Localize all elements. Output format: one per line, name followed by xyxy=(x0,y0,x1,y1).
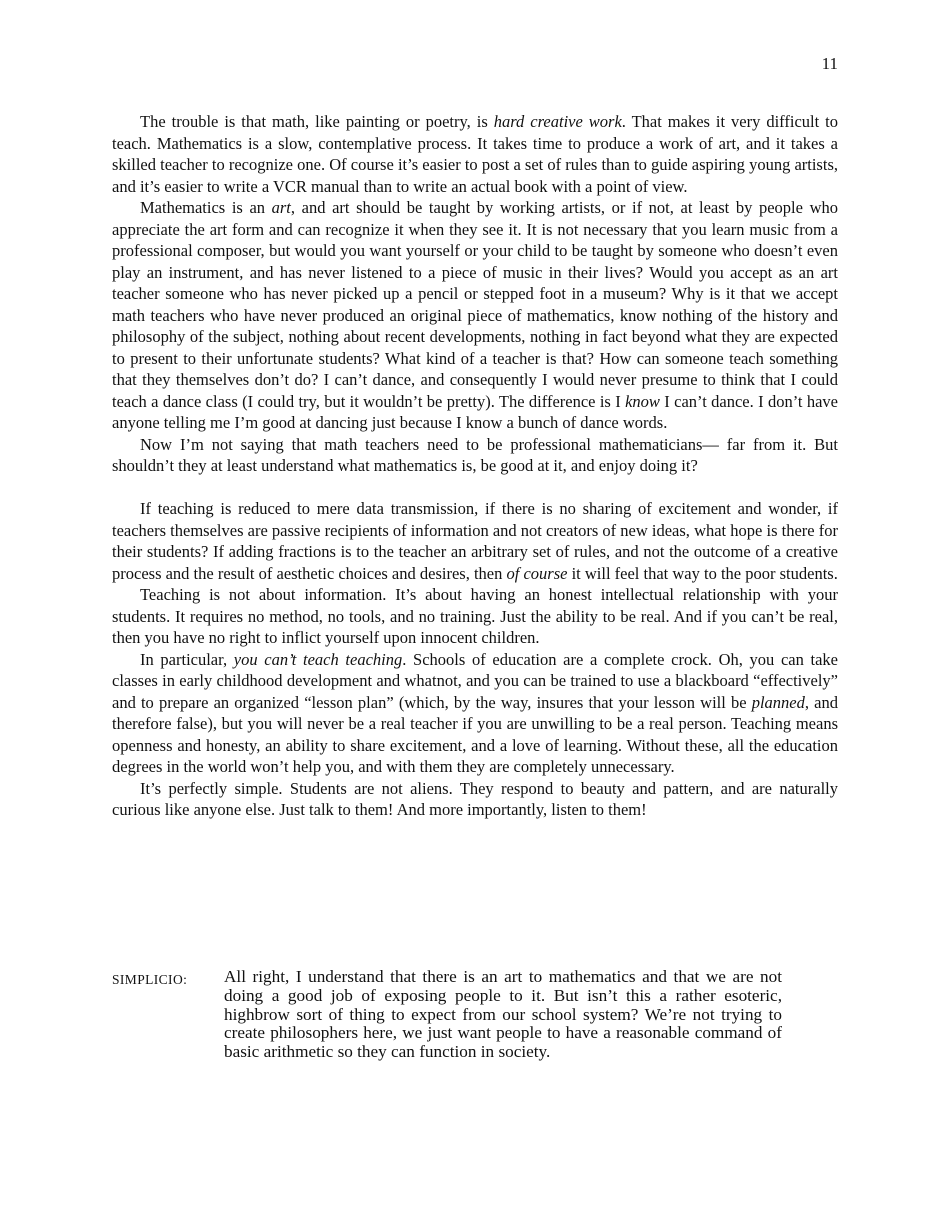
emphasis-run: hard creative work xyxy=(493,112,622,131)
text-run: Mathematics is an xyxy=(140,198,272,217)
paragraph-4 xyxy=(112,498,838,584)
text-run: In particular, xyxy=(140,649,234,669)
text-run: The trouble is that math, like painting or poetry, is xyxy=(140,112,494,131)
text-run: Teaching is not about information. It’s about having an honest intellectual relationship with your students. It requires no method, no tools, and no training. Just the ability to be real. And if you can’t be real, then you have no right to inflict yourself upon innocent children. xyxy=(112,585,838,647)
paragraph-5 xyxy=(112,584,838,649)
paragraph-2 xyxy=(112,197,838,434)
emphasis-run: of course xyxy=(506,563,568,583)
essay-body xyxy=(112,111,838,821)
text-run: it will feel that way to the poor students. xyxy=(567,563,838,583)
emphasis-run: you can’t teach teaching xyxy=(233,649,403,669)
paragraph-3 xyxy=(112,434,838,477)
emphasis-run: art xyxy=(271,198,291,217)
text-run: If teaching is reduced to mere data transmission, if there is no sharing of excitement and wonder, if teachers themselves are passive recipients of information and not creators of new ideas, what hope is there for their students? If adding fractions is to the teacher an arbitrary set of rules, and not the outcome of a creative process and the result of aesthetic choices and desires, then xyxy=(112,499,838,583)
speaker-speech: All right, I understand that there is an art to mathematics and that we are not doing a good job of exposing people to it. But isn’t this a rather esoteric, highbrow sort of thing to expect from our school system? We’re not trying to create philosophers here, we just want people to have a reasonable command of basic arithmetic so they can function in society. xyxy=(224,967,782,1062)
text-run: , and therefore false), but you will never be a real teacher if you are unwilling to be a real person. Teaching means openness and honesty, an ability to share excitement, and a love of learning. Without these, all the education degrees in the world won’t help you, and with them they are completely unnecessary. xyxy=(112,692,838,776)
paragraph-1 xyxy=(112,111,838,197)
text-run: Now I’m not saying that math teachers need to be professional mathematicians— far from it. But shouldn’t they at least understand what mathematics is, be good at it, and enjoy doing it? xyxy=(112,434,838,475)
speaker-label: SIMPLICIO: xyxy=(112,972,188,987)
text-run: It’s perfectly simple. Students are not aliens. They respond to beauty and pattern, and are naturally curious like anyone else. Just talk to them! And more importantly, listen to them! xyxy=(112,778,838,819)
text-run: , and art should be taught by working artists, or if not, at least by people who appreciate the art form and can recognize it when they see it. It is not necessary that you learn music from a professional composer, but would you want yourself or your child to be taught by someone who doesn’t even play an instrument, and has never listened to a piece of music in their lives? Would you accept as an art teacher someone who has never picked up a pencil or stepped foot in a museum? Why is it that we accept math teachers who have never produced an original piece of mathematics, know nothing of the history and philosophy of the subject, nothing about recent developments, nothing in fact beyond what they are expected to present to their unfortunate students? What kind of a teacher is that? How can someone teach something that they themselves don’t do? I can’t dance, and consequently I would never presume to think that I could teach a dance class (I could try, but it wouldn’t be pretty). The difference is I xyxy=(112,198,838,411)
emphasis-run: planned xyxy=(751,692,805,712)
paragraph-6 xyxy=(112,649,838,778)
page-number: 11 xyxy=(821,54,838,73)
emphasis-run: know xyxy=(625,391,660,411)
text-run: I can’t dance. I don’t have anyone telling me I’m good at dancing just because I know a bunch of dance words. xyxy=(112,391,838,432)
paragraph-7 xyxy=(112,778,838,821)
dialogue-block xyxy=(112,968,784,1062)
text-run: . Schools of education are a complete crock. Oh, you can take classes in early childhood development and whatnot, and you can be trained to use a blackboard “effectively” and to prepare an organized “lesson plan” (which, by the way, insures that your lesson will be xyxy=(112,649,839,712)
text-run: . That makes it very difficult to teach. Mathematics is a slow, contemplative process. It takes time to produce a work of art, and it takes a skilled teacher to recognize one. Of course it’s easier to post a set of rules than to guide aspiring young artists, and it’s easier to write a VCR manual than to write an actual book with a point of view. xyxy=(112,112,838,196)
